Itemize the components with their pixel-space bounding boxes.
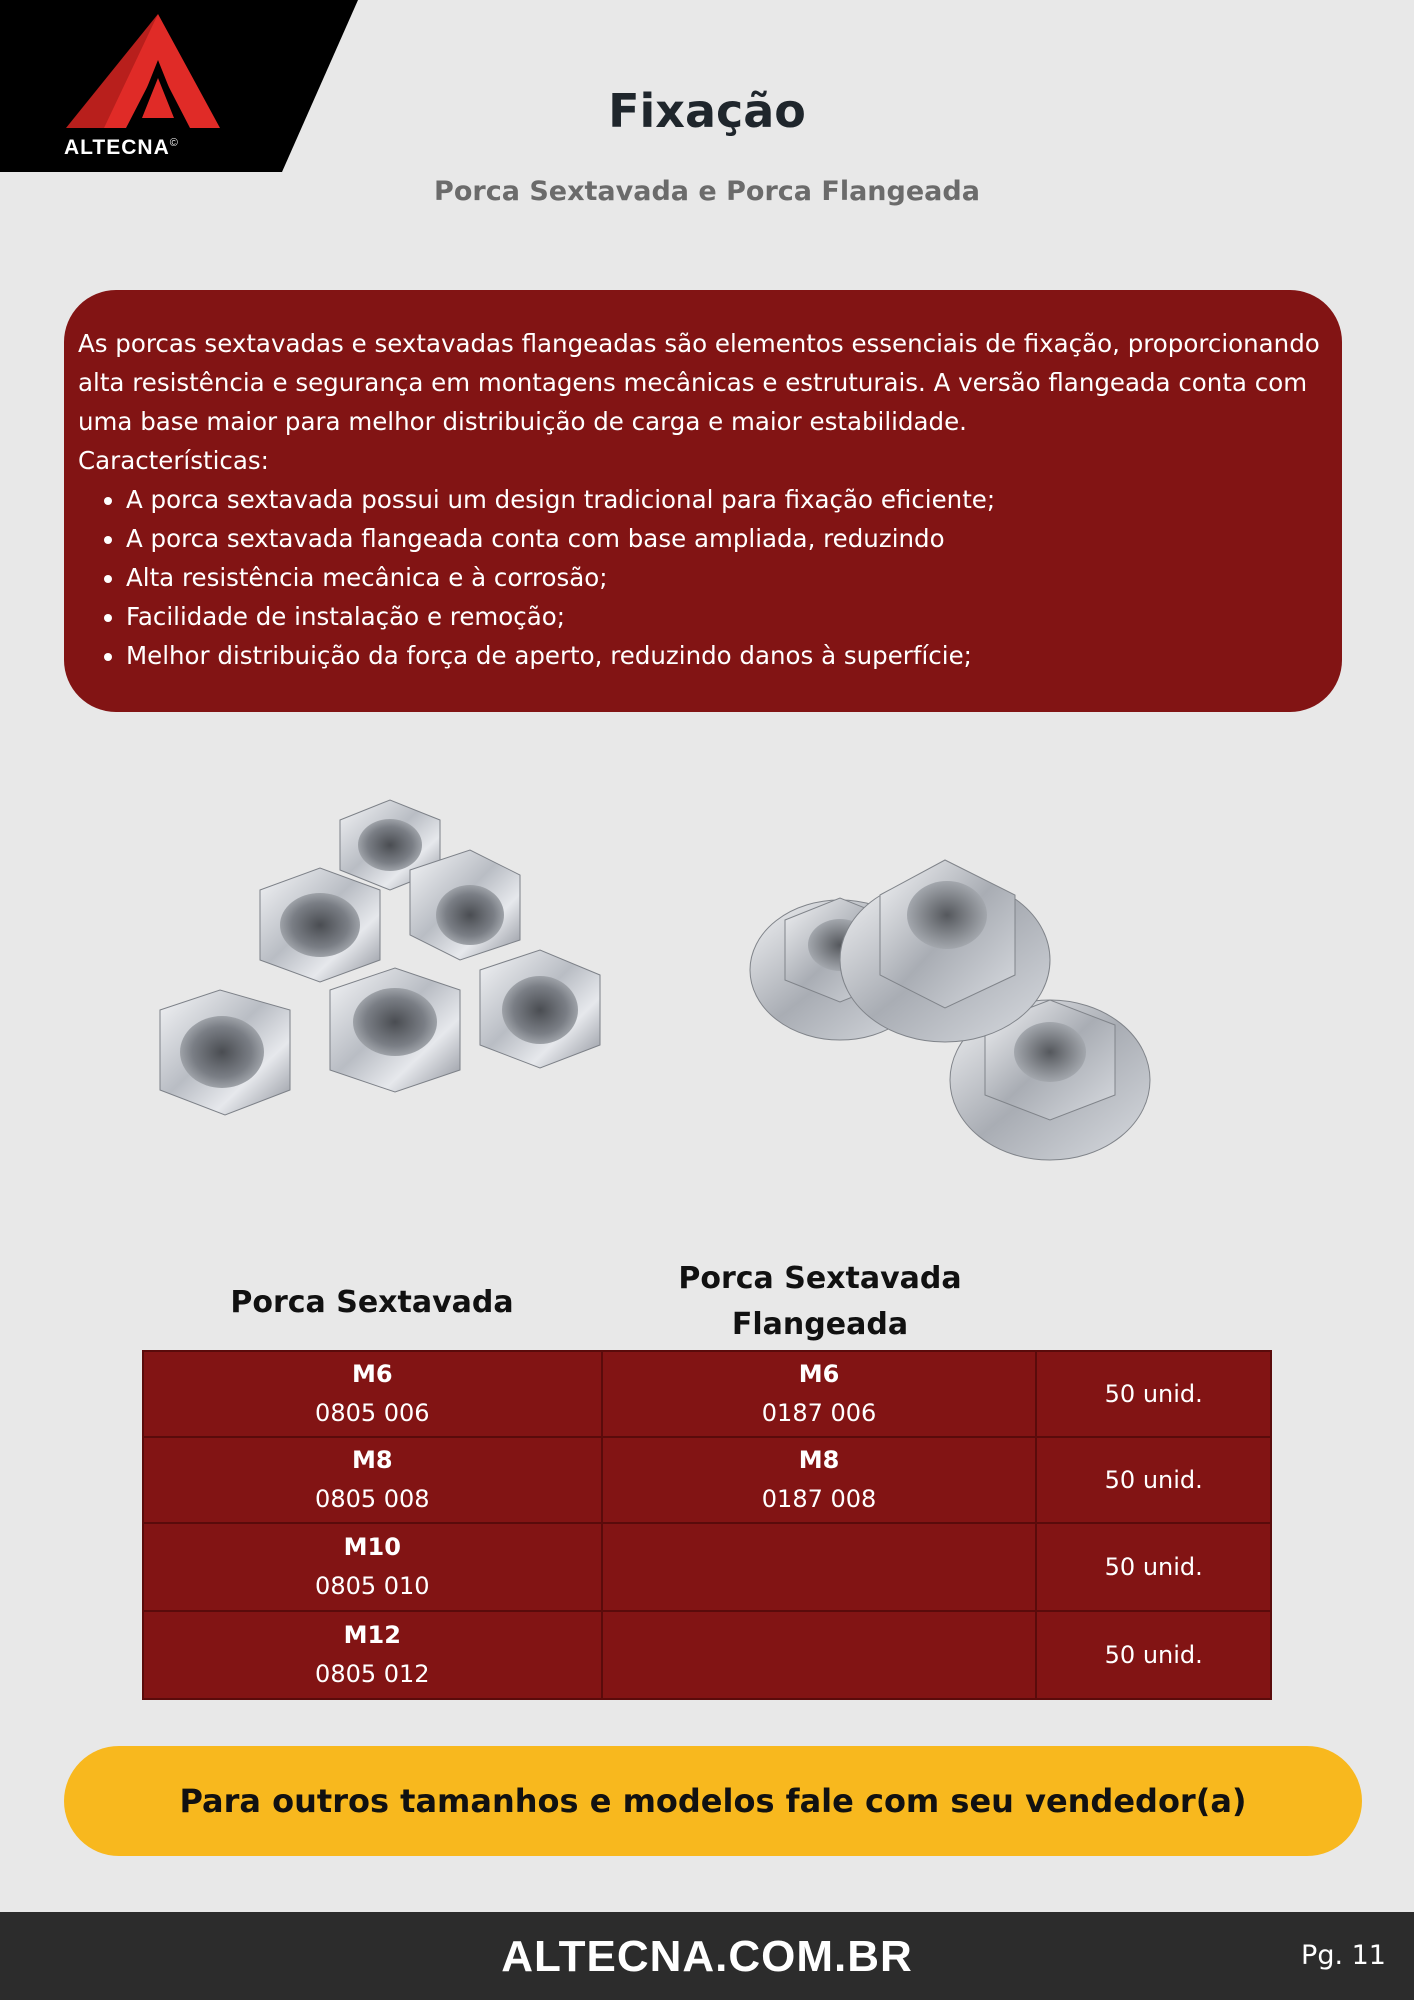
hex-nut-shape — [160, 990, 290, 1115]
column-header-flange — [602, 1256, 1038, 1348]
flange-nuts-photo — [740, 840, 1180, 1180]
features-list — [78, 480, 1328, 675]
page-title: Fixação — [608, 84, 806, 138]
feature-item: • Facilidade de instalação e remoção; — [126, 597, 1328, 636]
flange-size: M8 — [798, 1446, 840, 1474]
hex-nut-shape — [260, 868, 380, 982]
hex-code: 0805 010 — [315, 1572, 430, 1600]
flange-nut-shape — [840, 860, 1050, 1042]
column-header-hex: Porca Sextavada — [230, 1285, 514, 1320]
flange-size: M6 — [798, 1360, 840, 1388]
hex-cell — [143, 1611, 602, 1699]
contact-seller-banner — [64, 1746, 1362, 1856]
hex-nut-shape — [410, 850, 520, 960]
column-header-flange-line1: Porca Sextavada — [678, 1261, 962, 1296]
hex-size: M8 — [352, 1446, 393, 1474]
hex-nuts-photo — [140, 790, 670, 1190]
flange-cell — [602, 1437, 1037, 1523]
column-header-flange-line2: Flangeada — [731, 1307, 909, 1342]
hex-size: M10 — [343, 1533, 401, 1561]
cta-text: Para outros tamanhos e modelos fale com seu vendedor(a) — [179, 1782, 1247, 1820]
hex-code: 0805 006 — [315, 1399, 430, 1427]
hex-cell — [143, 1437, 602, 1523]
table-row — [143, 1523, 1271, 1611]
flange-cell — [602, 1351, 1037, 1437]
quantity-cell: 50 unid. — [1036, 1611, 1271, 1699]
flange-cell — [602, 1611, 1037, 1699]
hex-nut-shape — [480, 950, 600, 1068]
product-table — [142, 1350, 1272, 1700]
feature-item: • Alta resistência mecânica e à corrosão; — [126, 558, 1328, 597]
page-number: Pg. 11 — [1301, 1940, 1386, 1971]
quantity-cell: 50 unid. — [1036, 1351, 1271, 1437]
hex-nut-shape — [330, 968, 460, 1092]
flange-code: 0187 008 — [761, 1485, 877, 1513]
website-link[interactable]: ALTECNA.COM.BR — [501, 1932, 913, 1981]
feature-item: • A porca sextavada flangeada conta com base ampliada, reduzindo — [126, 519, 1328, 558]
brand-name: ALTECNA© — [64, 136, 179, 159]
hex-size: M6 — [352, 1360, 393, 1388]
hex-size: M12 — [343, 1621, 401, 1649]
description-box — [64, 290, 1342, 712]
flange-cell — [602, 1523, 1037, 1611]
table-row — [143, 1611, 1271, 1699]
hex-cell — [143, 1523, 602, 1611]
feature-item: • A porca sextavada possui um design tradicional para fixação eficiente; — [126, 480, 1328, 519]
flange-code: 0187 006 — [761, 1399, 877, 1427]
features-label: Características: — [78, 446, 269, 475]
hex-code: 0805 012 — [315, 1660, 430, 1688]
footer — [0, 1912, 1414, 2000]
hex-code: 0805 008 — [315, 1485, 430, 1513]
table-row — [143, 1437, 1271, 1523]
hex-cell — [143, 1351, 602, 1437]
quantity-cell: 50 unid. — [1036, 1437, 1271, 1523]
quantity-cell: 50 unid. — [1036, 1523, 1271, 1611]
feature-item: • Melhor distribuição da força de aperto, reduzindo danos à superfície; — [126, 636, 1328, 675]
table-row — [143, 1351, 1271, 1437]
page-subtitle: Porca Sextavada e Porca Flangeada — [434, 176, 980, 207]
description-intro: As porcas sextavadas e sextavadas flangeadas são elementos essenciais de fixação, proporcionando alta resistência e segurança em montagens mecânicas e estruturais. A versão flangeada conta com uma base maior para melhor distribuição de carga e maior estabilidade. — [78, 329, 1320, 436]
